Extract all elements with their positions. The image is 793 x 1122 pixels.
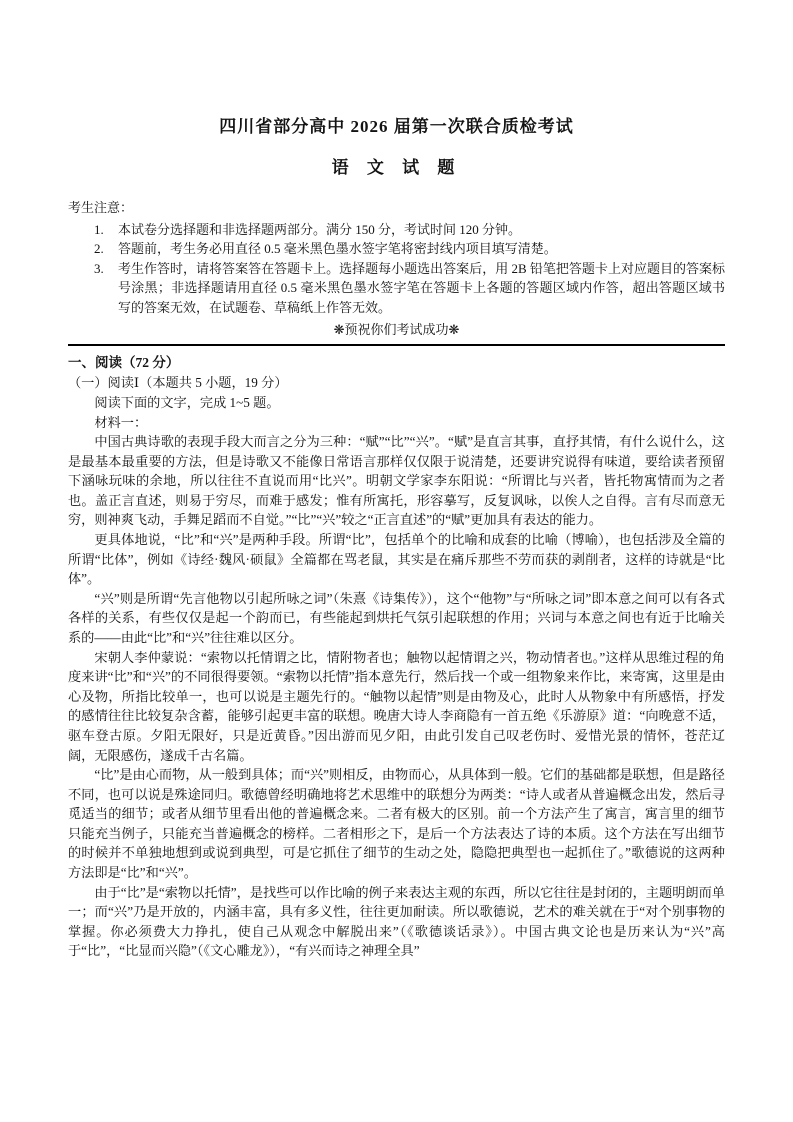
material-paragraph: 宋朝人李仲蒙说：“索物以托情谓之比，情附物者也；触物以起情谓之兴，物动情者也。”这样从思维过程的角度来讲“比”和“兴”的不同很得要领。“索物以托情”指本意先行，然后找一个或一组物象来作比，来寄寓，这里是由心及物，所指比较单一，也可以说是主题先行的。“触物以起情”则是由物及心，此时人从物象中有所感悟，抒发的感情往往比较复杂含蓄，能够引起更丰富的联想。晚唐大诗人李商隐有一首五绝《乐游原》道：“向晚意不适，驱车登古原。夕阳无限好，只是近黄昏。”因出游而见夕阳，由此引发自己叹老伤时、爱惜光景的情怀，苍茫辽阔，无限感伤，遂成千古名篇。 [68,649,725,763]
section-heading-reading: 一、阅读（72 分） [68,355,180,370]
notice-item-text: 本试卷分选择题和非选择题两部分。满分 150 分，考试时间 120 分钟。 [118,221,522,237]
material-paragraph: “比”是由心而物，从一般到具体；而“兴”则相反，由物而心，从具体到一般。它们的基础都是联想，但是路径不同，也可以说是殊途同归。歌德曾经明确地将艺术思维中的联想分为两类：“诗人或者从普遍概念出发，然后寻觅适当的细节；或者从细节里看出他的普遍概念来。二者有极大的区别。前一个方法产生了寓言，寓言里的细节只能充当例子，只能充当普遍概念的榜样。二者相形之下，是后一个方法表达了诗的本质。这个方法在写出细节的时候并不单独地想到或说到典型，可是它抓住了细节的生动之处，隐隐把典型也一起抓住了。”歌德说的这两种方法即是“比”和“兴”。 [68,767,725,881]
notice-item-text: 答题前，考生务必用直径 0.5 毫米黑色墨水签字笔将密封线内项目填写清楚。 [118,241,557,256]
exam-subject-title: 语 文 试 题 [331,158,462,177]
material-paragraph: 中国古典诗歌的表现手段大而言之分为三种：“赋”“比”“兴”。“赋”是直言其事，直抒其情，有什么说什么，这是最基本最重要的方法，但是诗歌又不能像日常语言那样仅仅限于说清楚，还要讲究说得有味道，要给读者预留下涵咏玩味的余地，所以往往不直说而用“比兴”。明朝文学家李东阳说：“所谓比与兴者，皆托物寓情而为之者也。盖正言直述，则易于穷尽，而难于感发；惟有所寓托，形容摹写，反复讽咏，以俟人之自得。言有尽而意无穷，则神爽飞动，手舞足蹈而不自觉。”“比”“兴”较之“正言直述”的“赋”更加具有表达的能力。 [68,434,725,528]
divider-rule [68,344,725,346]
exam-title: 四川省部分高中 2026 届第一次联合质检考试 [219,117,574,136]
material-paragraph: 由于“比”是“索物以托情”，是找些可以作比喻的例子来表达主观的东西，所以它往往是封闭的，主题明朗而单一；而“兴”乃是开放的，内涵丰富，具有多义性，往往更加耐读。所以歌德说，艺术的难关就在于“对个别事物的掌握。你必须费大力挣扎，使自己从观念中解脱出来”（《歌德谈话录》）。中国古典文论也是历来认为“兴”高于“比”，“比显而兴隐”（《文心雕龙》），“有兴而诗之神理全具” [68,884,725,959]
candidate-notice [68,198,725,340]
material-one-label: 材料一： [94,414,148,430]
notice-item [94,239,725,259]
material-paragraph: “兴”则是所谓“先言他物以引起所咏之词”（朱熹《诗集传》），这个“他物”与“所咏之词”即本意之间可以有各式各样的关系，有些仅仅是起一个韵而已，有些能起到烘托气氛引起联想的作用；兴词与本意之间也有近于比喻关系的——由此“比”和“兴”往往难以区分。 [68,590,725,645]
notice-list [68,220,725,318]
notice-item-text: 考生作答时，请将答案答在答题卡上。选择题每小题选出答案后，用 2B 铅笔把答题卡上对应题目的答案标号涂黑；非选择题请用直径 0.5 毫米黑色墨水签字笔在答题卡上各题的答题区域内作答，超出答题区域书写的答案无效，在试题卷、草稿纸上作答无效。 [118,260,725,315]
notice-item [94,259,725,318]
exam-wish-line: ❋预祝你们考试成功❋ [333,322,460,337]
reading-instruction: 阅读下面的文字，完成 1~5 题。 [94,395,280,410]
notice-item-number: 3. [94,260,104,276]
notice-item-number: 2. [94,241,104,256]
notice-item [94,220,725,240]
notice-heading: 考生注意： [68,200,134,215]
subsection-heading-reading-1: （一）阅读Ⅰ（本题共 5 小题，19 分） [68,375,288,390]
material-paragraph: 更具体地说，“比”和“兴”是两种手段。所谓“比”，包括单个的比喻和成套的比喻（博喻），也包括涉及全篇的所谓“比体”，例如《诗经·魏风·硕鼠》全篇都在骂老鼠，其实是在痛斥那些不劳而获的剥削者，这样的诗就是“比体”。 [68,531,725,587]
notice-item-number: 1. [94,221,104,237]
